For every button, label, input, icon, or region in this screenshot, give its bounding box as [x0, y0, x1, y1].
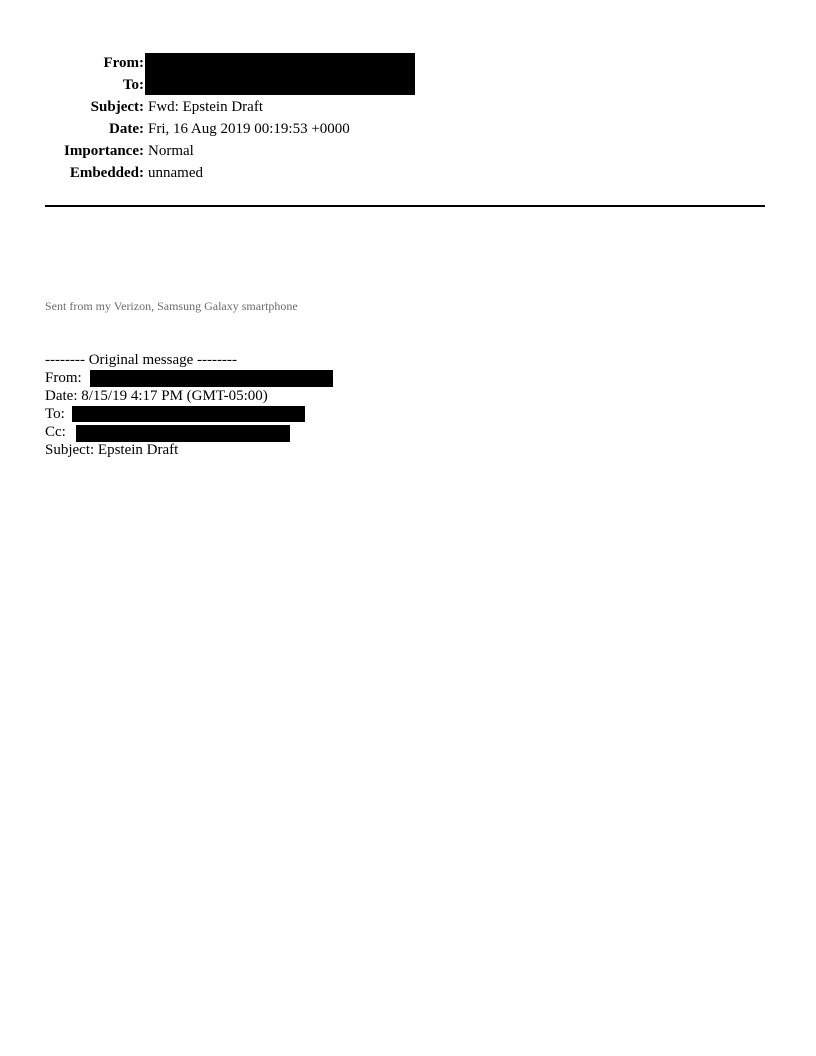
date-value: Fri, 16 Aug 2019 00:19:53 +0000	[148, 121, 350, 137]
header-redaction-block	[145, 53, 415, 95]
original-to-line	[45, 405, 65, 423]
original-from-label: From:	[45, 370, 82, 386]
date-label: Date:	[109, 121, 144, 137]
from-label: From:	[103, 55, 144, 71]
original-from-line	[45, 369, 82, 387]
original-message-divider: -------- Original message --------	[45, 352, 237, 368]
original-cc-redaction	[76, 425, 290, 442]
subject-value: Fwd: Epstein Draft	[148, 99, 263, 115]
original-date-line: Date: 8/15/19 4:17 PM (GMT-05:00)	[45, 388, 268, 404]
original-cc-line	[45, 423, 66, 441]
original-to-redaction	[72, 406, 305, 422]
subject-label: Subject:	[90, 99, 144, 115]
header-divider	[45, 205, 765, 207]
mobile-signature: Sent from my Verizon, Samsung Galaxy smartphone	[45, 299, 298, 313]
original-subject-line: Subject: Epstein Draft	[45, 442, 179, 458]
original-from-redaction	[90, 370, 333, 387]
original-cc-label: Cc:	[45, 424, 66, 440]
to-label: To:	[122, 77, 144, 93]
embedded-label: Embedded:	[69, 165, 144, 181]
importance-value: Normal	[148, 143, 194, 159]
original-to-label: To:	[45, 406, 65, 422]
importance-label: Importance:	[64, 143, 144, 159]
embedded-value: unnamed	[148, 165, 203, 181]
